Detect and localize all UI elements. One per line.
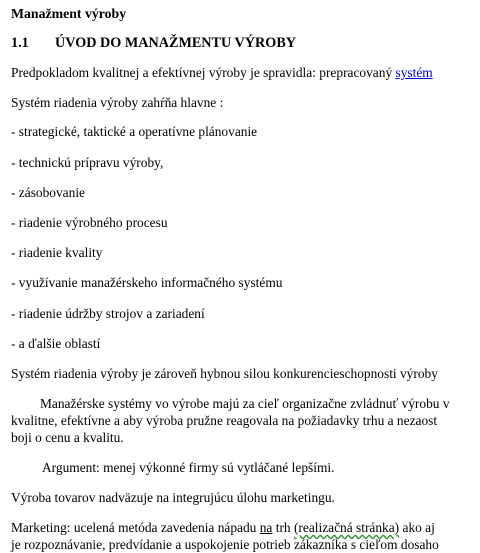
marketing-underlined-word: na [259,520,273,535]
system-intro: Systém riadenia výroby zahŕňa hlavne : [11,95,224,110]
list-item: - využívanie manažérskeho informačného systému [11,275,283,290]
marketing-line-2: je rozpoznávanie, predvídanie a uspokojenie potrieb zákazníka s cieľom dosaho [11,537,439,552]
section-number: 1.1 [11,35,29,51]
list-item: - riadenie výrobného procesu [11,215,168,230]
paragraph-line: Manažérske systémy vo výrobe majú za cieľ organizačne zvládnuť výrobu v [40,396,450,411]
marketing-text: Marketing: ucelená metóda zavedenia nápadu [11,520,260,535]
system-link[interactable]: systém [395,65,433,80]
document-heading: Manažment výroby [11,6,127,21]
list-item: - technickú prípravu výroby, [11,155,164,170]
intro-line [11,64,433,81]
marketing-text: trh [272,520,294,535]
list-item: - zásobovanie [11,185,85,200]
list-item: - riadenie kvality [11,245,103,260]
list-item: - strategické, taktické a operatívne plánovanie [11,124,258,139]
competitiveness-text: Systém riadenia výroby je zároveň hybnou silou konkurencieschopnosti výroby [11,366,438,381]
list-item: - a ďalšie oblastí [11,336,101,351]
marketing-text: ako aj [399,520,435,535]
marketing-grammar-marked: (realizačná stránka) [293,520,400,535]
list-item: - riadenie údržby strojov a zariadení [11,306,205,321]
paragraph-line: boji o cenu a kvalitu. [11,430,124,445]
section-title: ÚVOD DO MANAŽMENTU VÝROBY [55,35,297,51]
intro-text: Predpokladom kvalitnej a efektívnej výroby je spravidla: prepracovaný [11,65,396,80]
marketing-link[interactable]: Výroba tovarov nadväzuje na integrujúcu úlohu marketingu. [11,490,335,505]
paragraph-line: kvalitne, efektívne a aby výroba pružne reagovala na požiadavky trhu a nezaost [11,413,438,428]
marketing-line [11,519,435,536]
argument-text: Argument: menej výkonné firmy sú vytláčané lepšími. [42,460,335,475]
